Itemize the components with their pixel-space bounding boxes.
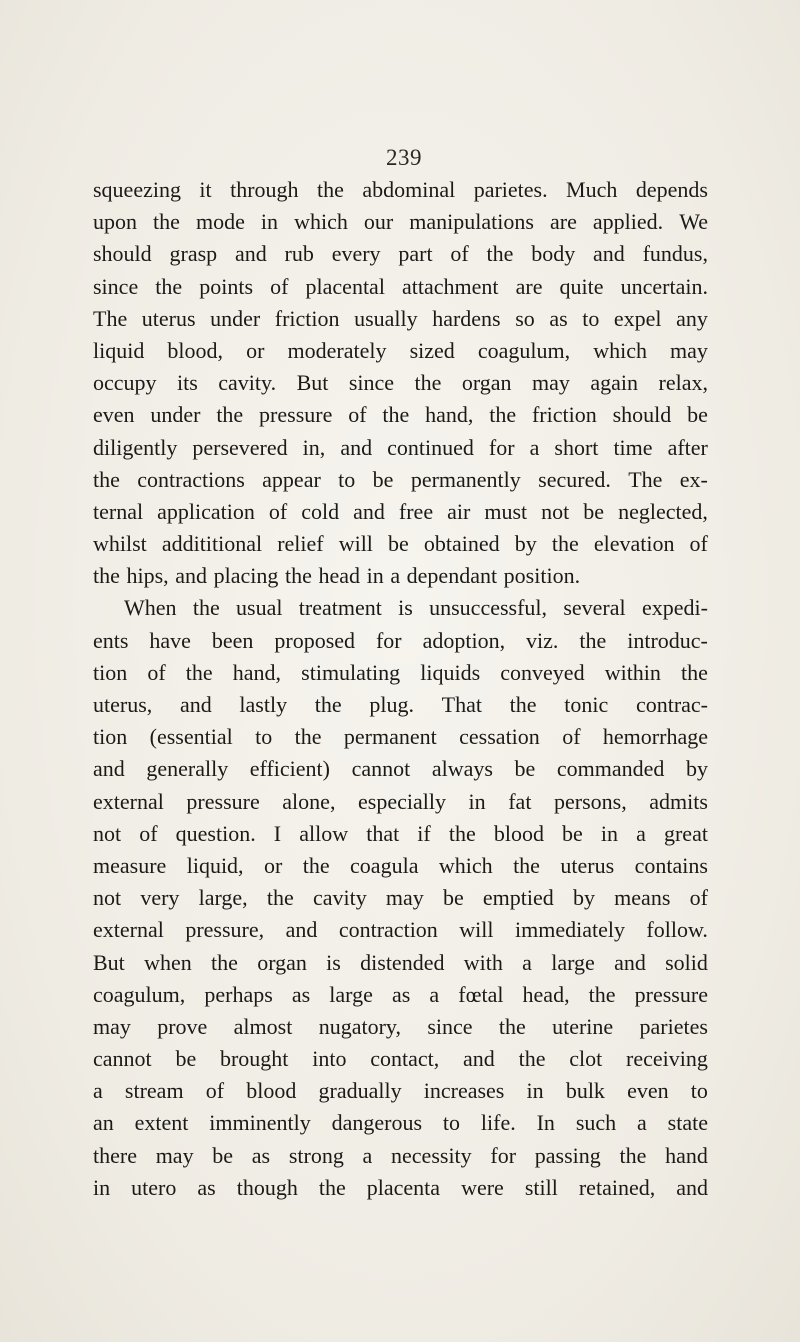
text-line: tion (essential to the permanent cessation of hemorrhage <box>93 724 708 750</box>
page-number: 239 <box>386 145 422 170</box>
text-line: even under the pressure of the hand, the friction should be <box>93 402 708 428</box>
text-line: When the usual treatment is unsuccessful, several expedi- <box>124 595 708 621</box>
text-line: upon the mode in which our manipulations are applied. We <box>93 209 708 235</box>
text-line: should grasp and rub every part of the body and fundus, <box>93 241 708 267</box>
text-line: a stream of blood gradually increases in bulk even to <box>93 1078 708 1104</box>
text-line: in utero as though the placenta were still retained, and <box>93 1174 708 1200</box>
text-line: the contractions appear to be permanently secured. The ex- <box>93 466 708 492</box>
text-line: occupy its cavity. But since the organ may again relax, <box>93 370 708 396</box>
text-line: the hips, and placing the head in a dependant position. <box>93 563 581 589</box>
text-line: But when the organ is distended with a large and solid <box>93 949 708 975</box>
text-line: ternal application of cold and free air must not be neglected, <box>93 498 708 524</box>
text-line: diligently persevered in, and continued for a short time after <box>93 434 708 460</box>
text-line: uterus, and lastly the plug. That the tonic contrac- <box>93 692 708 717</box>
text-line: external pressure, and contraction will immediately follow. <box>93 917 708 943</box>
text-line: may prove almost nugatory, since the uterine parietes <box>93 1013 708 1039</box>
text-line: not of question. I allow that if the blood be in a great <box>93 820 708 846</box>
text-line: and generally efficient) cannot always be commanded by <box>93 756 708 782</box>
text-line: cannot be brought into contact, and the clot receiving <box>93 1046 708 1072</box>
text-line: measure liquid, or the coagula which the uterus contains <box>93 852 708 878</box>
text-line: ents have been proposed for adoption, viz. the introduc- <box>93 627 708 653</box>
text-line: whilst addititional relief will be obtained by the elevation of <box>93 531 708 557</box>
text-line: an extent imminently dangerous to life. In such a state <box>93 1110 708 1136</box>
text-line: squeezing it through the abdominal parietes. Much depends <box>93 177 708 202</box>
body-text <box>93 174 708 1204</box>
text-line: not very large, the cavity may be emptied by means of <box>93 885 708 911</box>
text-line: external pressure alone, especially in fat persons, admits <box>93 788 708 814</box>
text-line: coagulum, perhaps as large as a fœtal head, the pressure <box>93 981 708 1007</box>
text-line: The uterus under friction usually hardens so as to expel any <box>93 305 708 331</box>
text-line: there may be as strong a necessity for passing the hand <box>93 1142 708 1168</box>
text-line: liquid blood, or moderately sized coagulum, which may <box>93 337 708 363</box>
text-line: since the points of placental attachment are quite uncertain. <box>93 273 708 299</box>
text-line: tion of the hand, stimulating liquids conveyed within the <box>93 659 708 685</box>
